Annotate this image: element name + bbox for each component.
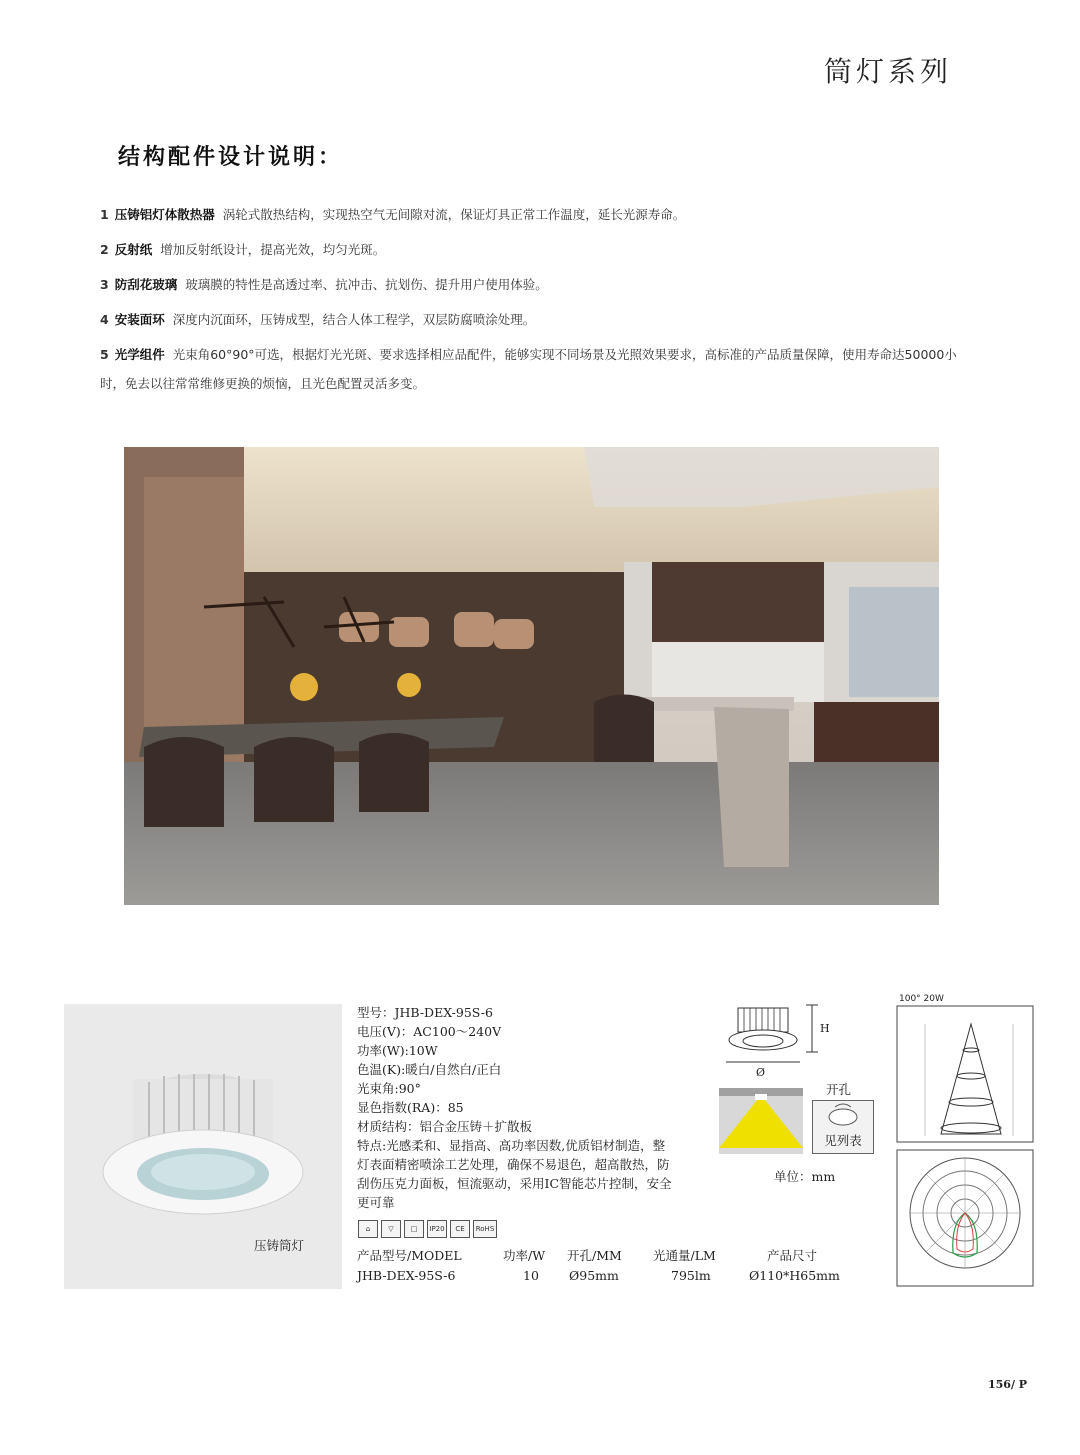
feature-list — [100, 200, 980, 404]
feature-number: 4 — [100, 312, 109, 327]
cell-power: 10 — [523, 1268, 539, 1283]
feature-desc: 玻璃膜的特性是高透过率、抗冲击、抗划伤、提升用户使用体验。 — [185, 277, 548, 292]
spec-list — [357, 1003, 687, 1212]
feature-item — [100, 305, 980, 334]
feature-name: 光学组件 — [114, 347, 165, 362]
f-mark-icon: ▽ — [381, 1220, 401, 1238]
dimension-drawing — [716, 1000, 856, 1080]
class-ii-icon: □ — [404, 1220, 424, 1238]
feature-number: 2 — [100, 242, 109, 257]
spec-cct: 色温(K):暖白/自然白/正白 — [357, 1062, 502, 1077]
photometric-panel — [895, 994, 1035, 1292]
cell-lumen: 795lm — [671, 1268, 711, 1283]
feature-name: 压铸铝灯体散热器 — [114, 207, 215, 222]
feature-number: 3 — [100, 277, 109, 292]
dining-room-illustration — [124, 447, 939, 905]
header-model: 产品型号/MODEL — [357, 1248, 462, 1263]
installation-icon: ⌂ — [358, 1220, 378, 1238]
feature-desc: 光束角60°90°可选，根据灯光光斑、要求选择相应品配件，能够实现不同场景及光照效果要求，高标准的产品质量保障，使用寿命达50000小时，免去以往常常维修更换的烦恼，且光色配置灵活多变。 — [100, 347, 957, 391]
beam-angle-diagram — [719, 1088, 803, 1154]
polar-distribution-diagram — [895, 1148, 1035, 1288]
feature-number: 1 — [100, 207, 109, 222]
spec-model: 型号：JHB-DEX-95S-6 — [357, 1005, 493, 1020]
feature-name: 防刮花玻璃 — [114, 277, 178, 292]
reference-table-box — [812, 1100, 874, 1154]
certification-icons — [358, 1220, 497, 1238]
hole-cutout-icon — [813, 1101, 873, 1131]
diameter-label: Ø — [756, 1066, 766, 1079]
interior-scene-image — [124, 447, 939, 905]
feature-desc: 增加反射纸设计，提高光效，均匀光斑。 — [160, 242, 386, 257]
unit-label: 单位：mm — [774, 1169, 836, 1184]
photometric-power-label: 100° 20W — [899, 994, 944, 1004]
product-caption: 压铸筒灯 — [254, 1238, 305, 1253]
spec-material: 材质结构：铝合金压铸＋扩散板 — [357, 1119, 533, 1134]
cell-size: Ø110*H65mm — [749, 1268, 840, 1283]
header-hole: 开孔/MM — [567, 1248, 622, 1263]
feature-item — [100, 200, 980, 229]
model-table — [357, 1246, 857, 1290]
height-label: H — [820, 1022, 830, 1035]
feature-item — [100, 270, 980, 299]
feature-name: 安装面环 — [114, 312, 165, 327]
feature-item — [100, 235, 980, 264]
spec-voltage: 电压(V)：AC100～240V — [357, 1024, 502, 1039]
feature-item — [100, 340, 980, 398]
feature-desc: 深度内沉面环，压铸成型，结合人体工程学，双层防腐喷涂处理。 — [172, 312, 536, 327]
header-power: 功率/W — [503, 1248, 546, 1263]
feature-desc: 涡轮式散热结构，实现热空气无间隙对流，保证灯具正常工作温度，延长光源寿命。 — [222, 207, 686, 222]
illuminance-cone-diagram — [895, 1004, 1035, 1144]
table-header-row — [357, 1246, 857, 1268]
spec-features: 特点:光感柔和、显指高、高功率因数,优质铝材制造，整灯表面精密喷涂工艺处理，确保不易退色，超高散热，防刮伤压克力面板，恒流驱动，采用IC智能芯片控制，安全更可靠 — [357, 1138, 672, 1210]
spec-cri: 显色指数(RA)：85 — [357, 1100, 464, 1115]
product-image-panel — [64, 1004, 342, 1289]
page-number: 156/ P — [988, 1378, 1028, 1391]
cell-model: JHB-DEX-95S-6 — [357, 1268, 456, 1283]
feature-number: 5 — [100, 347, 109, 362]
spec-beam: 光束角:90° — [357, 1081, 421, 1096]
ip20-icon: IP20 — [427, 1220, 447, 1238]
cell-hole: Ø95mm — [569, 1268, 619, 1283]
downlight-product-illustration — [64, 1004, 342, 1244]
reference-label: 见列表 — [824, 1133, 862, 1148]
hole-label: 开孔 — [826, 1082, 852, 1097]
header-size: 产品尺寸 — [767, 1248, 818, 1263]
rohs-icon: RoHS — [473, 1220, 497, 1238]
ce-icon: CE — [450, 1220, 470, 1238]
series-title: 筒灯系列 — [823, 55, 952, 88]
table-row — [357, 1268, 857, 1290]
section-heading: 结构配件设计说明： — [118, 145, 344, 170]
spec-power: 功率(W):10W — [357, 1043, 438, 1058]
feature-name: 反射纸 — [114, 242, 153, 257]
header-lumen: 光通量/LM — [653, 1248, 716, 1263]
